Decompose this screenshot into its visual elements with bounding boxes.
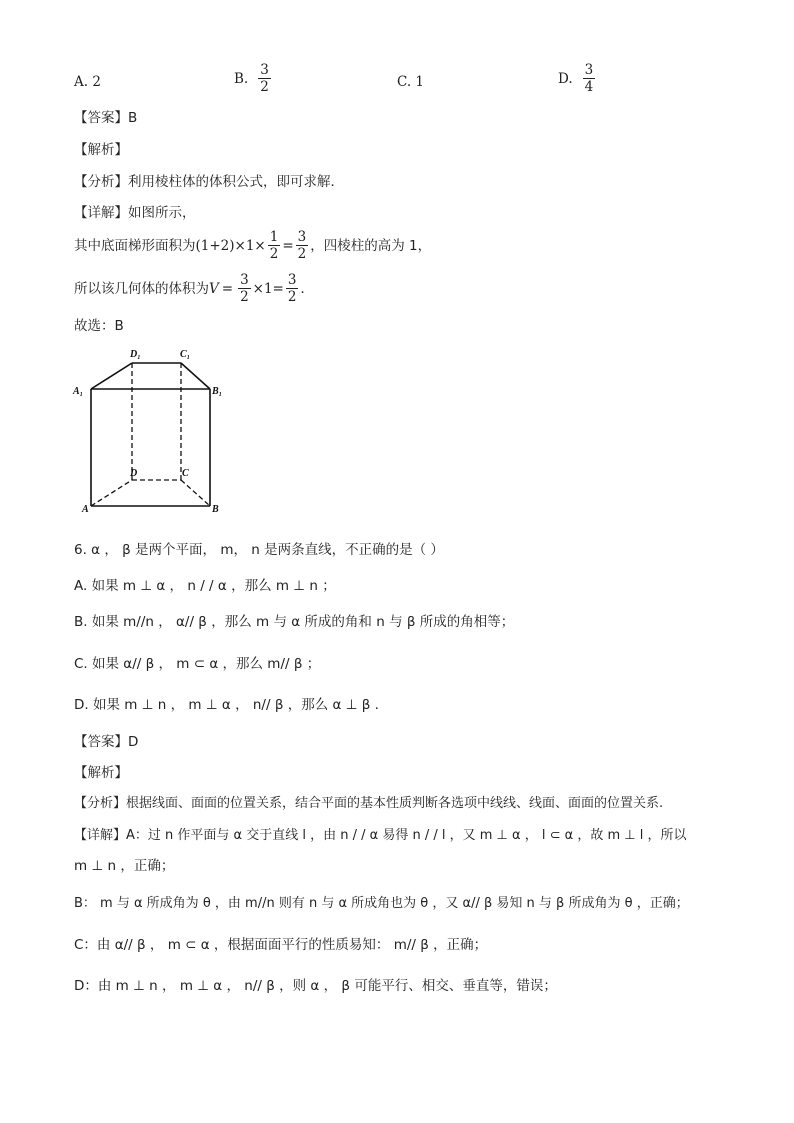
calc-line-2 <box>74 272 314 305</box>
calc1-frac-1 <box>268 229 281 262</box>
prism-figure <box>70 344 230 520</box>
q6-option-b: B. 如果 m//n ， α// β ，那么 m 与 α 所成的角和 n 与 β 所成的角相等； <box>74 614 515 630</box>
option-b <box>234 62 273 95</box>
calc1-prefix: 其中底面梯形面积为 <box>74 237 196 254</box>
edge-a-d <box>91 480 132 506</box>
analysis-heading-1: 【解析】 <box>74 142 128 158</box>
option-d-prefix: D. <box>558 70 573 87</box>
xiangjie-2-line2: m ⊥ n ，正确； <box>74 858 175 874</box>
label-c: C <box>182 468 189 479</box>
xiangjie-text: 如图所示， <box>128 205 196 221</box>
label-d: D <box>130 468 138 479</box>
calc-line-1 <box>74 229 431 262</box>
answer2-value: D <box>128 734 139 750</box>
calc2-frac-2 <box>286 272 299 305</box>
label-a: A <box>82 504 89 515</box>
calc1-f1-num: 1 <box>269 229 279 245</box>
calc1-suffix: ，四棱柱的高为 1， <box>310 237 432 254</box>
calc1-f2-num: 3 <box>297 229 307 245</box>
xiangjie-2-line-b: B： m 与 α 所成角为 θ ，由 m//n 则有 n 与 α 所成角也为 θ ，又 α// β 易知 n 与 β 所成角为 θ ，正确； <box>74 896 689 911</box>
calc1-frac-2 <box>296 229 309 262</box>
q6-option-d: D. 如果 m ⊥ n ， m ⊥ α ， n// β ，那么 α ⊥ β . <box>74 697 379 713</box>
xiangjie-1 <box>74 203 196 223</box>
option-d-num: 3 <box>584 62 594 78</box>
calc2-eq: = <box>221 280 234 297</box>
analysis-heading-2: 【解析】 <box>74 765 128 781</box>
option-b-fraction <box>258 62 271 95</box>
fenxi2-text: 根据线面、面面的位置关系，结合平面的基本性质判断各选项中线线、线面、面面的位置关系. <box>126 796 664 811</box>
fenxi-1 <box>74 172 344 192</box>
fenxi2-label: 【分析】 <box>74 796 127 811</box>
xiangjie2-label: 【详解】 <box>74 828 127 843</box>
answer2-label: 【答案】 <box>74 734 128 750</box>
calc1-eq: = <box>282 237 294 254</box>
answer-value: B <box>128 110 138 126</box>
xiangjie-2-line1 <box>74 826 686 846</box>
option-b-den: 2 <box>260 79 269 95</box>
calc1-f2-den: 2 <box>297 246 307 262</box>
label-b1: B₁ <box>212 386 223 397</box>
label-b: B <box>212 504 219 515</box>
option-c: C. 1 <box>397 74 425 90</box>
xiangjie-2-line-d: D：由 m ⊥ n ， m ⊥ α ， n// β ，则 α ， β 可能平行、相交、垂直等，错误； <box>74 978 557 994</box>
answer-1 <box>74 108 137 128</box>
calc2-f-num: 3 <box>240 272 249 288</box>
answer-2 <box>74 732 138 752</box>
calc1-f1-den: 2 <box>269 246 279 262</box>
xiangjie-2-line-c: C：由 α// β ， m ⊂ α ，根据面面平行的性质易知： m// β ，正确； <box>74 937 488 953</box>
option-d <box>558 62 597 95</box>
q6-option-a: A. 如果 m ⊥ α ， n / / α ，那么 m ⊥ n ； <box>74 578 336 594</box>
option-d-den: 4 <box>584 79 594 95</box>
calc2-prefix: 所以该几何体的体积为 <box>74 280 209 297</box>
fenxi-text: 利用棱柱体的体积公式，即可求解． <box>128 174 344 190</box>
q6-option-c: C. 如果 α// β ， m ⊂ α ，那么 m// β ； <box>74 656 321 672</box>
xiangjie2-line1-text: A：过 n 作平面与 α 交于直线 l ，由 n / / α 易得 n / / l ，又 m ⊥ α ， l ⊂ α ，故 m ⊥ l ，所以 <box>126 828 687 843</box>
xiangjie-label: 【详解】 <box>74 205 128 221</box>
label-c1: C₁ <box>180 349 191 360</box>
calc2-mid: ×1= <box>252 280 284 297</box>
fenxi-2 <box>74 794 663 814</box>
calc2-r-den: 2 <box>287 289 297 305</box>
guxuan-1: 故选：B <box>74 318 124 334</box>
calc2-frac-1 <box>238 272 251 305</box>
fenxi-label: 【分析】 <box>74 174 128 190</box>
edge-c-b <box>181 480 210 506</box>
option-d-fraction <box>583 62 596 95</box>
calc2-v: V <box>209 280 219 297</box>
calc2-r-num: 3 <box>287 272 297 288</box>
option-b-num: 3 <box>260 62 269 78</box>
answer-label: 【答案】 <box>74 110 128 126</box>
q6-stem: 6. α ， β 是两个平面， m， n 是两条直线，不正确的是（ ） <box>74 542 444 558</box>
label-d1: D₁ <box>130 349 141 360</box>
label-a1: A₁ <box>73 386 84 397</box>
option-a: A. 2 <box>74 74 101 90</box>
calc2-suffix: ． <box>300 280 314 297</box>
edge-a1-d1 <box>91 363 132 389</box>
option-b-prefix: B. <box>234 70 249 87</box>
edge-c1-b1 <box>181 363 210 389</box>
calc1-expr: (1+2)×1× <box>195 237 266 254</box>
calc2-f-den: 2 <box>240 289 249 305</box>
